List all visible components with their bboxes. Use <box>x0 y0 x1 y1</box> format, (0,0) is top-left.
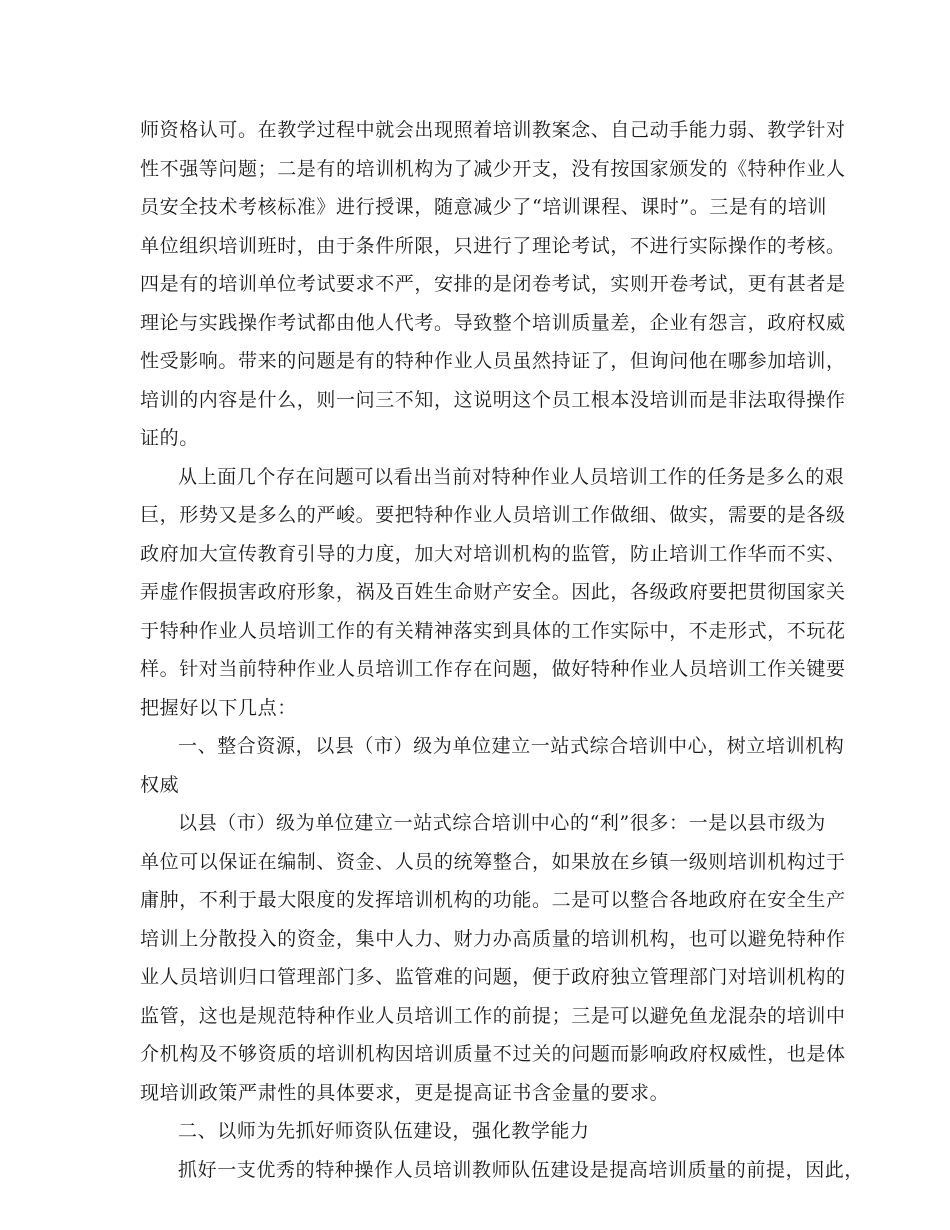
text-line: 巨，形势又是多么的严峻。要把特种作业人员培训工作做细、做实，需要的是各级 <box>140 504 846 526</box>
text-line: 以县（市）级为单位建立一站式综合培训中心的“利”很多：一是以县市级为 <box>178 812 826 834</box>
text-line: 样。针对当前特种作业人员培训工作存在问题，做好特种作业人员培训工作关键要 <box>140 658 846 680</box>
text-line: 介机构及不够资质的培训机构因培训质量不过关的问题而影响政府权威性，也是体 <box>140 1043 846 1065</box>
text-line: 培训的内容是什么，则一问三不知，这说明这个员工根本没培训而是非法取得操作 <box>140 389 846 411</box>
text-line: 性不强等问题；二是有的培训机构为了减少开支，没有按国家颁发的《特种作业人 <box>140 158 846 180</box>
section-heading-line: 权威 <box>140 774 180 796</box>
text-line: 培训上分散投入的资金，集中人力、财力办高质量的培训机构，也可以避免特种作 <box>140 928 846 950</box>
text-line: 从上面几个存在问题可以看出当前对特种作业人员培训工作的任务是多么的艰 <box>178 466 845 488</box>
text-line: 监管，这也是规范特种作业人员培训工作的前提；三是可以避免鱼龙混杂的培训中 <box>140 1005 846 1027</box>
text-line: 证的。 <box>140 427 199 449</box>
text-line: 四是有的培训单位考试要求不严，安排的是闭卷考试，实则开卷考试，更有甚者是 <box>140 273 846 295</box>
text-line: 性受影响。带来的问题是有的特种作业人员虽然持证了，但询问他在哪参加培训， <box>140 350 846 372</box>
text-line: 单位可以保证在编制、资金、人员的统筹整合，如果放在乡镇一级则培训机构过于 <box>140 851 846 873</box>
text-line: 把握好以下几点： <box>140 697 297 719</box>
section-heading-line: 二、以师为先抓好师资队伍建设，强化教学能力 <box>178 1120 590 1142</box>
text-line: 单位组织培训班时，由于条件所限，只进行了理论考试，不进行实际操作的考核。 <box>140 235 846 257</box>
text-line: 现培训政策严肃性的具体要求，更是提高证书含金量的要求。 <box>140 1082 670 1104</box>
text-line: 庸肿，不利于最大限度的发挥培训机构的功能。二是可以整合各地政府在安全生产 <box>140 889 846 911</box>
text-line: 师资格认可。在教学过程中就会出现照着培训教案念、自己动手能力弱、教学针对 <box>140 119 846 141</box>
text-line: 抓好一支优秀的特种操作人员培训教师队伍建设是提高培训质量的前提，因此， <box>178 1159 865 1181</box>
text-line: 政府加大宣传教育引导的力度，加大对培训机构的监管，防止培训工作华而不实、 <box>140 543 846 565</box>
text-line: 业人员培训归口管理部门多、监管难的问题，便于政府独立管理部门对培训机构的 <box>140 966 846 988</box>
text-line: 员安全技术考核标准》进行授课，随意减少了“培训课程、课时”。三是有的培训 <box>140 196 828 218</box>
text-line: 于特种作业人员培训工作的有关精神落实到具体的工作实际中，不走形式，不玩花 <box>140 620 846 642</box>
section-heading-line: 一、整合资源，以县（市）级为单位建立一站式综合培训中心，树立培训机构 <box>178 735 845 757</box>
text-line: 理论与实践操作考试都由他人代考。导致整个培训质量差，企业有怨言，政府权威 <box>140 312 846 334</box>
text-line: 弄虚作假损害政府形象，祸及百姓生命财产安全。因此，各级政府要把贯彻国家关 <box>140 581 846 603</box>
